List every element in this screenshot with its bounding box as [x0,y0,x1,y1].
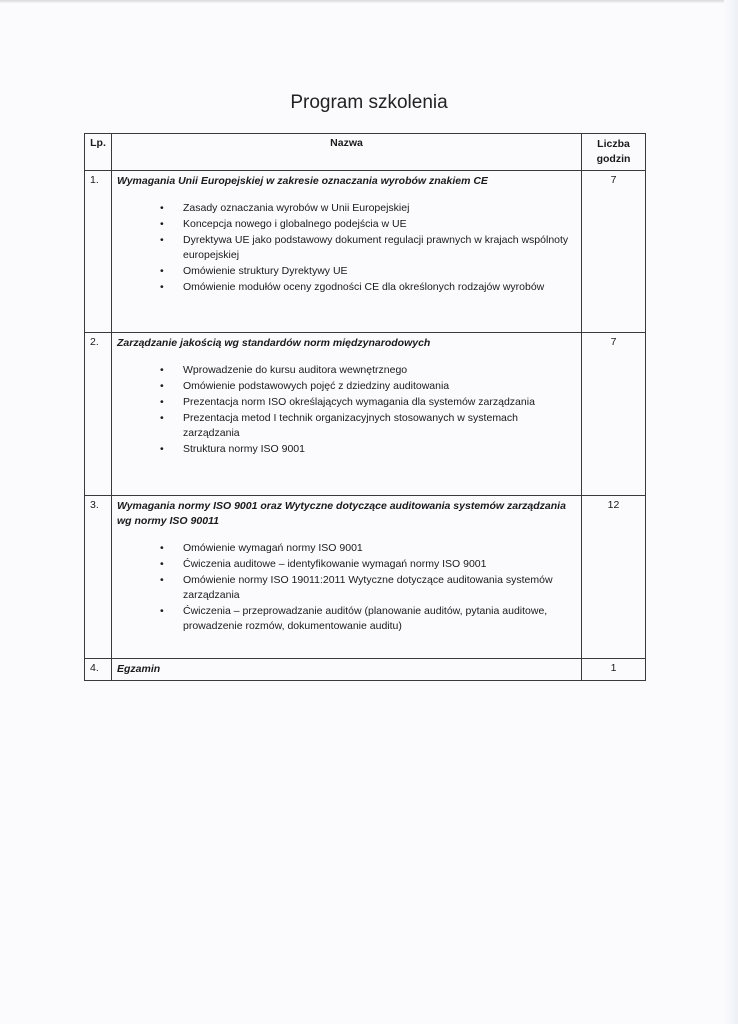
list-item: • Wprowadzenie do kursu auditora wewnętrznego [183,363,576,378]
list-item: • Omówienie normy ISO 19011:2011 Wytyczne dotyczące auditowania systemów zarządzania [183,573,576,603]
header-hours-line1: Liczba [597,138,630,150]
table-row [85,496,646,659]
list-item: • Koncepcja nowego i globalnego podejścia w UE [183,217,576,232]
row-hours: 7 [582,333,646,496]
section-title: Wymagania normy ISO 9001 oraz Wytyczne dotyczące auditowania systemów zarządzania wg normy ISO 90011 [117,500,566,527]
row-hours: 7 [582,171,646,333]
list-item: • Ćwiczenia auditowe – identyfikowanie wymagań normy ISO 9001 [183,557,576,572]
page-right-edge [724,0,738,1024]
page-top-edge [0,0,738,3]
section-title: Zarządzanie jakością wg standardów norm międzynarodowych [117,337,431,349]
row-content [112,496,582,659]
table-row [85,171,646,333]
list-item: • Ćwiczenia – przeprowadzanie auditów (planowanie auditów, pytania auditowe, prowadzenie rozmów, dokumentowanie auditu) [183,604,576,634]
program-table [84,133,646,681]
table-header-row [85,134,646,171]
section-title: Egzamin [117,663,161,675]
section-title: Wymagania Unii Europejskiej w zakresie oznaczania wyrobów znakiem CE [117,175,488,187]
list-item: • Dyrektywa UE jako podstawowy dokument regulacji prawnych w krajach wspólnoty europejskiej [183,233,576,263]
list-item: • Omówienie wymagań normy ISO 9001 [183,541,576,556]
row-content [112,333,582,496]
row-hours: 1 [582,659,646,681]
list-item: • Prezentacja metod I technik organizacyjnych stosowanych w systemach zarządzania [183,411,576,441]
row-content [112,171,582,333]
list-item: • Struktura normy ISO 9001 [183,442,576,457]
row-number: 2. [85,333,112,496]
row-number: 3. [85,496,112,659]
topic-list [117,363,576,457]
topic-list [117,201,576,295]
table-row [85,659,646,681]
row-content [112,659,582,681]
list-item: • Zasady oznaczania wyrobów w Unii Europejskiej [183,201,576,216]
header-lp: Lp. [85,134,112,171]
list-item: • Omówienie modułów oceny zgodności CE dla określonych rodzajów wyrobów [183,280,576,295]
topic-list [117,541,576,634]
row-number: 4. [85,659,112,681]
row-number: 1. [85,171,112,333]
list-item: • Omówienie podstawowych pojęć z dziedziny auditowania [183,379,576,394]
list-item: • Prezentacja norm ISO określających wymagania dla systemów zarządzania [183,395,576,410]
row-hours: 12 [582,496,646,659]
header-hours-line2: godzin [596,153,631,165]
document-title: Program szkolenia [290,92,448,113]
table-row [85,333,646,496]
list-item: • Omówienie struktury Dyrektywy UE [183,264,576,279]
header-hours [582,134,646,171]
header-name: Nazwa [112,134,582,171]
